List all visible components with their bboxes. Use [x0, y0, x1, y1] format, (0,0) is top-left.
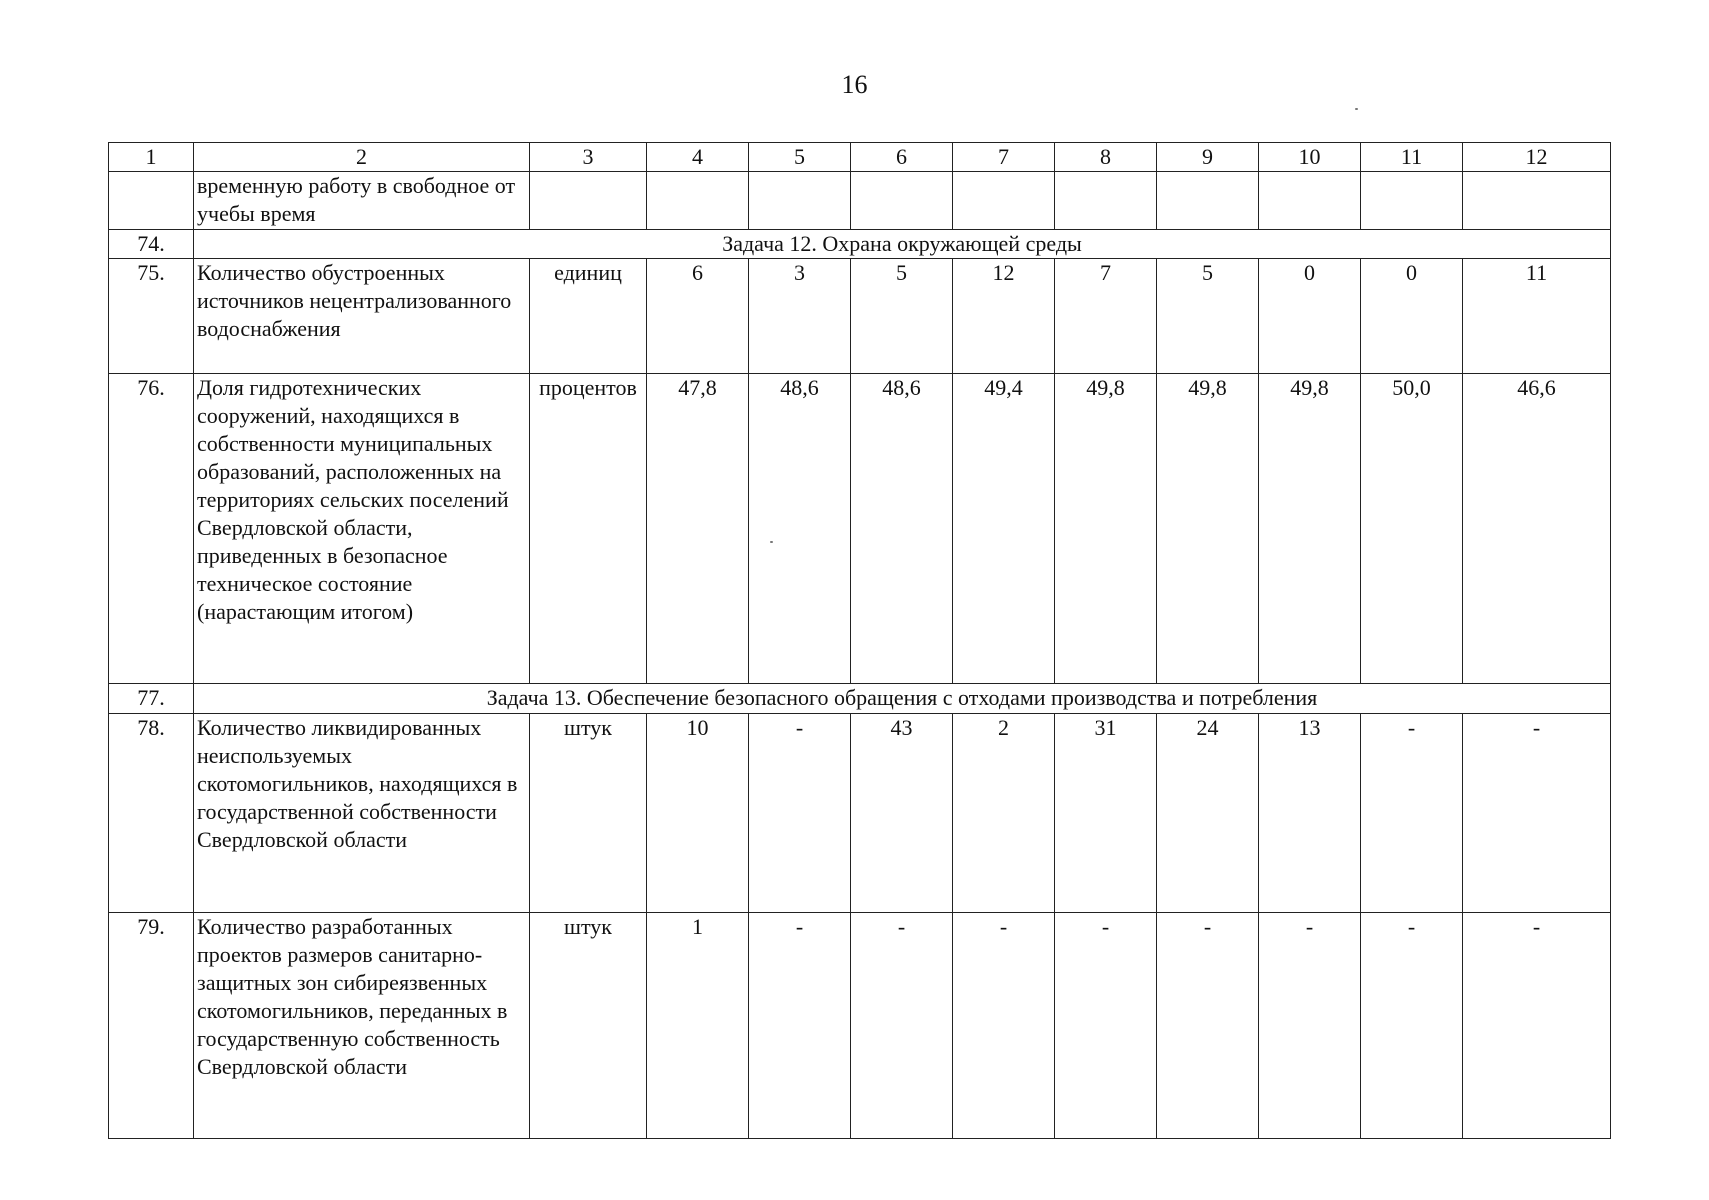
value-cell: 5: [851, 259, 953, 374]
value-cell: 49,4: [953, 374, 1055, 684]
value-cell: -: [1361, 913, 1463, 1139]
value-cell: -: [1361, 714, 1463, 913]
value-cell: 1: [647, 913, 749, 1139]
value-cell: 49,8: [1055, 374, 1157, 684]
column-number: 7: [953, 143, 1055, 172]
empty-cell: [953, 172, 1055, 230]
indicator-name-cell: Количество ликвидированных неиспользуемых скотомогильников, находящихся в государственной собственности Свердловской области: [194, 714, 530, 913]
value-cell: 12: [953, 259, 1055, 374]
column-number: 10: [1259, 143, 1361, 172]
column-number: 8: [1055, 143, 1157, 172]
page-number: 16: [841, 70, 868, 99]
row-number-cell: [109, 172, 194, 230]
row-number-cell: 76.: [109, 374, 194, 684]
row-number-cell: 79.: [109, 913, 194, 1139]
value-cell: 43: [851, 714, 953, 913]
value-cell: 10: [647, 714, 749, 913]
indicator-row: [109, 714, 1611, 913]
indicator-row: [109, 259, 1611, 374]
column-number: 4: [647, 143, 749, 172]
value-cell: 2: [953, 714, 1055, 913]
value-cell: -: [749, 714, 851, 913]
indicator-name-cell: Количество разработанных проектов размеров санитарно-защитных зон сибиреязвенных скотомогильников, переданных в государственную собственность Свердловской области: [194, 913, 530, 1139]
task-title-cell: Задача 13. Обеспечение безопасного обращения с отходами производства и потребления: [194, 684, 1611, 714]
empty-cell: [647, 172, 749, 230]
empty-cell: [1055, 172, 1157, 230]
value-cell: 11: [1463, 259, 1611, 374]
row-number-cell: 74.: [109, 230, 194, 259]
value-cell: 31: [1055, 714, 1157, 913]
empty-cell: [851, 172, 953, 230]
empty-cell: [1361, 172, 1463, 230]
value-cell: 49,8: [1157, 374, 1259, 684]
value-cell: -: [953, 913, 1055, 1139]
indicator-name-cell: Количество обустроенных источников нецентрализованного водоснабжения: [194, 259, 530, 374]
empty-cell: [1259, 172, 1361, 230]
indicator-row: [109, 374, 1611, 684]
row-number-cell: 78.: [109, 714, 194, 913]
column-number: 6: [851, 143, 953, 172]
column-number: 1: [109, 143, 194, 172]
value-cell: 48,6: [851, 374, 953, 684]
value-cell: -: [1259, 913, 1361, 1139]
column-numbers-row: [109, 143, 1611, 172]
value-cell: -: [1463, 913, 1611, 1139]
empty-cell: [749, 172, 851, 230]
task-title-cell: Задача 12. Охрана окружающей среды: [194, 230, 1611, 259]
empty-cell: [1157, 172, 1259, 230]
value-cell: 7: [1055, 259, 1157, 374]
column-number: 11: [1361, 143, 1463, 172]
value-cell: -: [1157, 913, 1259, 1139]
indicator-name-cell: Доля гидротехнических сооружений, находящихся в собственности муниципальных образований, расположенных на территориях сельских поселений Свердловской области, приведенных в безопасное техническое состояние (нарастающим итогом): [194, 374, 530, 684]
task-row: [109, 230, 1611, 259]
value-cell: 13: [1259, 714, 1361, 913]
value-cell: 6: [647, 259, 749, 374]
scan-speck: [1355, 108, 1358, 110]
column-number: 3: [530, 143, 647, 172]
value-cell: 24: [1157, 714, 1259, 913]
unit-cell: штук: [530, 913, 647, 1139]
value-cell: 0: [1259, 259, 1361, 374]
column-number: 5: [749, 143, 851, 172]
indicator-row: [109, 913, 1611, 1139]
continuation-row: [109, 172, 1611, 230]
row-number-cell: 77.: [109, 684, 194, 714]
task-row: [109, 684, 1611, 714]
value-cell: -: [1055, 913, 1157, 1139]
indicators-table: [108, 142, 1611, 1139]
unit-cell: штук: [530, 714, 647, 913]
empty-cell: [530, 172, 647, 230]
value-cell: 3: [749, 259, 851, 374]
column-number: 9: [1157, 143, 1259, 172]
value-cell: 48,6: [749, 374, 851, 684]
value-cell: 50,0: [1361, 374, 1463, 684]
row-number-cell: 75.: [109, 259, 194, 374]
empty-cell: [1463, 172, 1611, 230]
column-number: 2: [194, 143, 530, 172]
value-cell: 49,8: [1259, 374, 1361, 684]
unit-cell: процентов: [530, 374, 647, 684]
value-cell: -: [1463, 714, 1611, 913]
indicator-name-cell: временную работу в свободное от учебы время: [194, 172, 530, 230]
value-cell: 5: [1157, 259, 1259, 374]
value-cell: 46,6: [1463, 374, 1611, 684]
column-number: 12: [1463, 143, 1611, 172]
value-cell: -: [749, 913, 851, 1139]
value-cell: -: [851, 913, 953, 1139]
value-cell: 47,8: [647, 374, 749, 684]
value-cell: 0: [1361, 259, 1463, 374]
unit-cell: единиц: [530, 259, 647, 374]
